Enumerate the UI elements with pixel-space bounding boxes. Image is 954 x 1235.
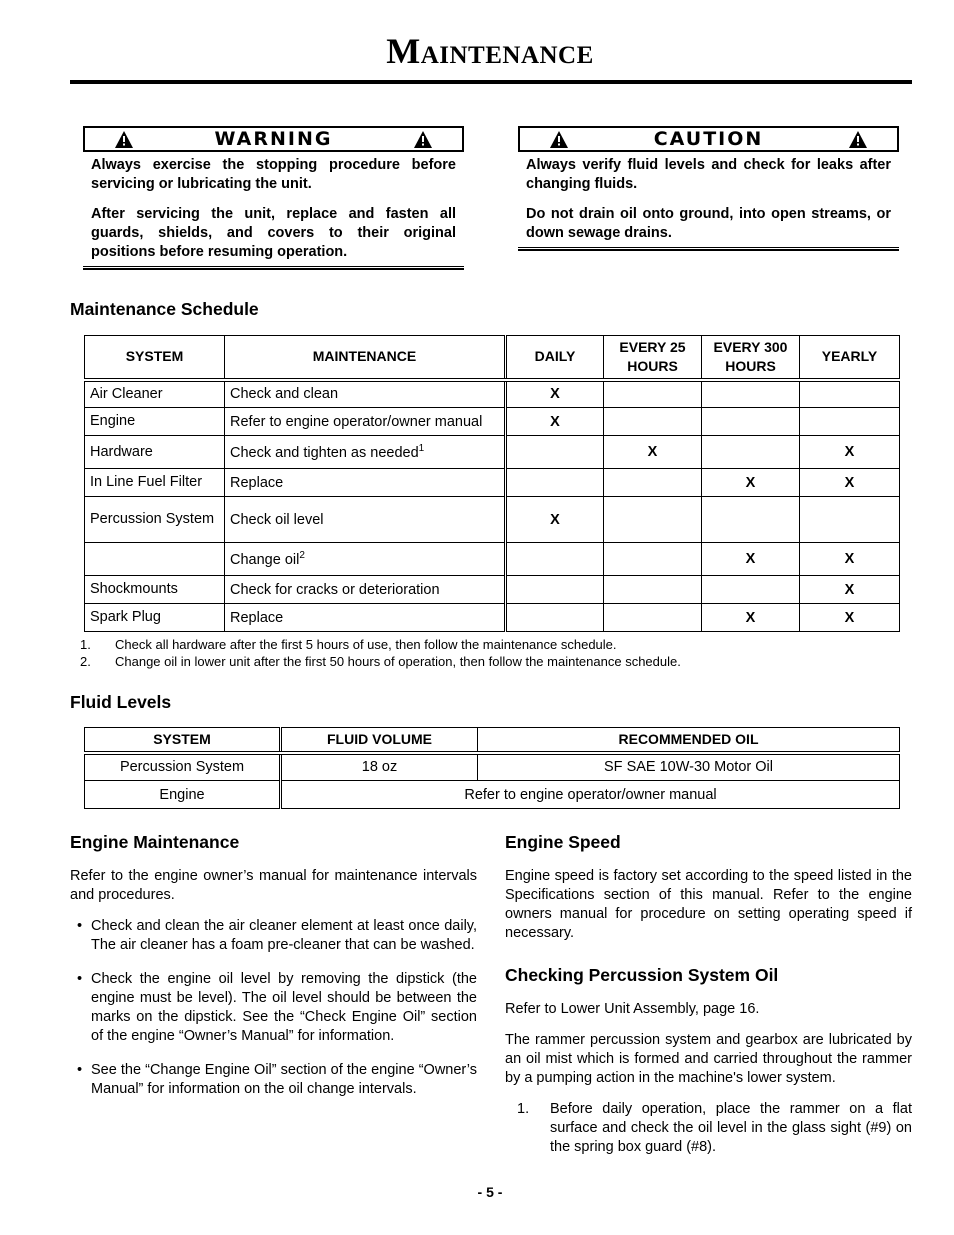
list-item xyxy=(70,917,477,955)
column-header: EVERY 300 HOURS xyxy=(702,336,800,380)
warning-bottom-rule xyxy=(83,266,464,270)
every-300-hours-cell xyxy=(702,576,800,604)
maintenance-cell xyxy=(225,380,506,408)
caution-header xyxy=(518,126,899,152)
list-item xyxy=(70,1061,477,1099)
maintenance-schedule-table xyxy=(84,335,900,632)
maintenance-cell xyxy=(225,543,506,576)
maintenance-cell-text: Check and clean xyxy=(230,386,339,403)
fluid-note-cell: Refer to engine operator/owner manual xyxy=(281,781,900,809)
system-cell xyxy=(85,436,225,469)
system-cell xyxy=(85,543,225,576)
column-header: YEARLY xyxy=(800,336,900,380)
bullet-glyph: • xyxy=(77,918,83,934)
maintenance-cell-text: Check oil level xyxy=(230,511,324,528)
every-300-hours-cell xyxy=(702,408,800,436)
every-25-hours-cell xyxy=(604,436,702,469)
table-row xyxy=(85,469,900,497)
system-cell-text: Engine xyxy=(90,413,136,429)
system-cell-text: Percussion System xyxy=(90,511,215,527)
system-cell-text: Hardware xyxy=(90,443,153,460)
maintenance-cell xyxy=(225,469,506,497)
every-25-hours-cell xyxy=(604,576,702,604)
fluid-levels-table xyxy=(84,727,900,809)
table-row xyxy=(85,436,900,469)
engine-speed-text: Engine speed is factory set according to the speed listed in the Specifications section of this manual. Refer to the engine owners manual for procedure on setting operating speed if necessary. xyxy=(505,868,912,941)
bullet-glyph: • xyxy=(77,1062,83,1078)
every-300-hours-cell xyxy=(702,543,800,576)
every-25-hours-cell xyxy=(604,543,702,576)
daily-cell xyxy=(506,408,604,436)
engine-maintenance-heading: Engine Maintenance xyxy=(70,832,240,852)
maintenance-cell xyxy=(225,408,506,436)
warning-label: WARNING xyxy=(214,128,333,150)
right-column xyxy=(505,832,912,1157)
maintenance-cell-text: Change oil xyxy=(230,551,300,568)
footnote xyxy=(80,637,900,654)
footnote-marker: 1 xyxy=(418,443,425,455)
fluid-oil-cell: SF SAE 10W-30 Motor Oil xyxy=(478,753,900,781)
table-row xyxy=(85,497,900,543)
system-cell-text: Spark Plug xyxy=(90,609,161,625)
caution-triangle-icon xyxy=(550,131,568,148)
column-header: DAILY xyxy=(506,336,604,380)
warning-paragraph: After servicing the unit, replace and fasten all guards, shields, and covers to their original positions before resuming operation. xyxy=(91,206,456,260)
warning-triangle-icon xyxy=(115,131,133,148)
daily-cell-text: X xyxy=(550,413,560,430)
column-header: EVERY 25 HOURS xyxy=(604,336,702,380)
caution-text xyxy=(518,152,899,243)
maintenance-cell-text: Replace xyxy=(230,609,284,626)
table-row xyxy=(85,576,900,604)
yearly-cell xyxy=(800,604,900,632)
daily-cell-text: X xyxy=(550,511,560,528)
step-text: Before daily operation, place the rammer on a flat surface and check the oil level in the glass sight (#9) on the spring box guard (#8). xyxy=(550,1101,912,1155)
caution-box xyxy=(518,126,899,251)
column-header: SYSTEM xyxy=(85,336,225,380)
every-300-hours-cell-text: X xyxy=(745,474,756,491)
bullet-text: See the “Change Engine Oil” section of the engine “Owner’s Manual” for information on the oil change intervals. xyxy=(91,1062,477,1097)
system-cell xyxy=(85,497,225,543)
maintenance-cell-text: Check for cracks or deterioration xyxy=(230,581,440,598)
every-25-hours-cell xyxy=(604,497,702,543)
yearly-cell xyxy=(800,380,900,408)
every-300-hours-cell xyxy=(702,604,800,632)
table-row xyxy=(85,408,900,436)
caution-paragraph: Do not drain oil onto ground, into open streams, or down sewage drains. xyxy=(526,206,891,241)
title-rule xyxy=(70,80,912,84)
percussion-oil-reference: Refer to Lower Unit Assembly, page 16. xyxy=(505,1001,760,1017)
daily-cell xyxy=(506,380,604,408)
footnote-number: 1. xyxy=(80,637,91,652)
column-header: MAINTENANCE xyxy=(225,336,506,380)
maintenance-cell-text: Replace xyxy=(230,474,284,491)
daily-cell xyxy=(506,497,604,543)
fluid-levels-heading: Fluid Levels xyxy=(70,692,172,712)
table-row xyxy=(85,781,900,809)
maintenance-cell xyxy=(225,497,506,543)
engine-maintenance-intro: Refer to the engine owner’s manual for maintenance intervals and procedures. xyxy=(70,868,477,903)
percussion-oil-text: The rammer percussion system and gearbox are lubricated by an oil mist which is formed and carried throughout the rammer by a pumping action in the machine's lower system. xyxy=(505,1032,912,1086)
maintenance-cell-text: Refer to engine operator/owner manual xyxy=(230,413,483,430)
schedule-rows xyxy=(85,380,900,632)
every-300-hours-cell xyxy=(702,469,800,497)
daily-cell xyxy=(506,604,604,632)
yearly-cell-text: X xyxy=(844,474,855,491)
caution-label: CAUTION xyxy=(653,128,764,150)
yearly-cell-text: X xyxy=(844,551,855,567)
daily-cell xyxy=(506,576,604,604)
fluid-system-cell: Percussion System xyxy=(85,753,281,781)
caution-paragraph: Always verify fluid levels and check for leaks after changing fluids. xyxy=(526,157,891,192)
bullet-text: Check and clean the air cleaner element at least once daily, The air cleaner has a foam pre-cleaner that can be washed. xyxy=(91,918,477,953)
every-300-hours-cell xyxy=(702,497,800,543)
engine-speed-heading: Engine Speed xyxy=(505,832,621,852)
daily-cell-text: X xyxy=(550,386,560,403)
daily-cell xyxy=(506,469,604,497)
system-cell-text: Shockmounts xyxy=(90,581,178,597)
system-cell xyxy=(85,576,225,604)
daily-cell xyxy=(506,543,604,576)
table-header-row xyxy=(85,336,900,380)
yearly-cell xyxy=(800,576,900,604)
warning-header xyxy=(83,126,464,152)
every-25-hours-cell xyxy=(604,408,702,436)
caution-bottom-rule xyxy=(518,247,899,251)
fluid-volume-cell: 18 oz xyxy=(281,753,478,781)
yearly-cell-text: X xyxy=(844,609,855,626)
page-number: - 5 - xyxy=(477,1184,503,1200)
every-25-hours-cell xyxy=(604,604,702,632)
bullet-text: Check the engine oil level by removing the dipstick (the engine must be level). The oil level should be between the marks on the dipstick. See the “Check Engine Oil” section of the engine “Owner’s Manual” for information. xyxy=(91,971,477,1044)
bullet-glyph: • xyxy=(77,971,83,987)
table-row xyxy=(85,543,900,576)
column-header: RECOMMENDED OIL xyxy=(478,728,900,753)
system-cell xyxy=(85,469,225,497)
yearly-cell-text: X xyxy=(844,581,855,598)
caution-triangle-icon xyxy=(849,131,867,148)
yearly-cell-text: X xyxy=(844,444,855,460)
yearly-cell xyxy=(800,436,900,469)
warning-triangle-icon xyxy=(414,131,432,148)
daily-cell xyxy=(506,436,604,469)
step-number: 1. xyxy=(517,1101,530,1117)
schedule-footnotes xyxy=(80,637,900,671)
yearly-cell xyxy=(800,497,900,543)
footnote-marker: 2 xyxy=(299,550,305,562)
every-25-hours-cell xyxy=(604,469,702,497)
fluid-system-cell: Engine xyxy=(85,781,281,809)
maintenance-cell xyxy=(225,436,506,469)
list-item xyxy=(505,1100,912,1157)
footnote xyxy=(80,654,900,671)
page-title: Maintenance xyxy=(386,31,594,71)
engine-maintenance-section xyxy=(70,832,477,1099)
every-25-hours-cell xyxy=(604,380,702,408)
maintenance-cell xyxy=(225,576,506,604)
warning-text xyxy=(83,152,464,262)
table-row xyxy=(85,380,900,408)
system-cell xyxy=(85,604,225,632)
footnote-text: Change oil in lower unit after the first 50 hours of operation, then follow the maintenance schedule. xyxy=(115,654,681,669)
list-item xyxy=(70,970,477,1046)
every-300-hours-cell xyxy=(702,436,800,469)
table-header-row xyxy=(85,728,900,753)
every-300-hours-cell xyxy=(702,380,800,408)
column-header: SYSTEM xyxy=(85,728,281,753)
column-header: FLUID VOLUME xyxy=(281,728,478,753)
maintenance-schedule-heading: Maintenance Schedule xyxy=(70,299,259,319)
every-300-hours-cell-text: X xyxy=(745,609,756,626)
every-25-hours-cell-text: X xyxy=(647,444,658,460)
percussion-oil-heading: Checking Percussion System Oil xyxy=(505,965,779,985)
warning-box xyxy=(83,126,464,270)
warning-paragraph: Always exercise the stopping procedure before servicing or lubricating the unit. xyxy=(91,157,456,192)
every-300-hours-cell-text: X xyxy=(745,551,756,567)
footnote-text: Check all hardware after the first 5 hours of use, then follow the maintenance schedule. xyxy=(115,637,617,652)
footnote-number: 2. xyxy=(80,654,91,669)
system-cell-text: Air Cleaner xyxy=(90,385,163,402)
system-cell-text: In Line Fuel Filter xyxy=(90,474,203,490)
maintenance-cell xyxy=(225,604,506,632)
yearly-cell xyxy=(800,543,900,576)
system-cell xyxy=(85,408,225,436)
table-row xyxy=(85,604,900,632)
yearly-cell xyxy=(800,469,900,497)
maintenance-cell-text: Check and tighten as needed xyxy=(230,444,419,461)
yearly-cell xyxy=(800,408,900,436)
system-cell xyxy=(85,380,225,408)
table-row xyxy=(85,753,900,781)
